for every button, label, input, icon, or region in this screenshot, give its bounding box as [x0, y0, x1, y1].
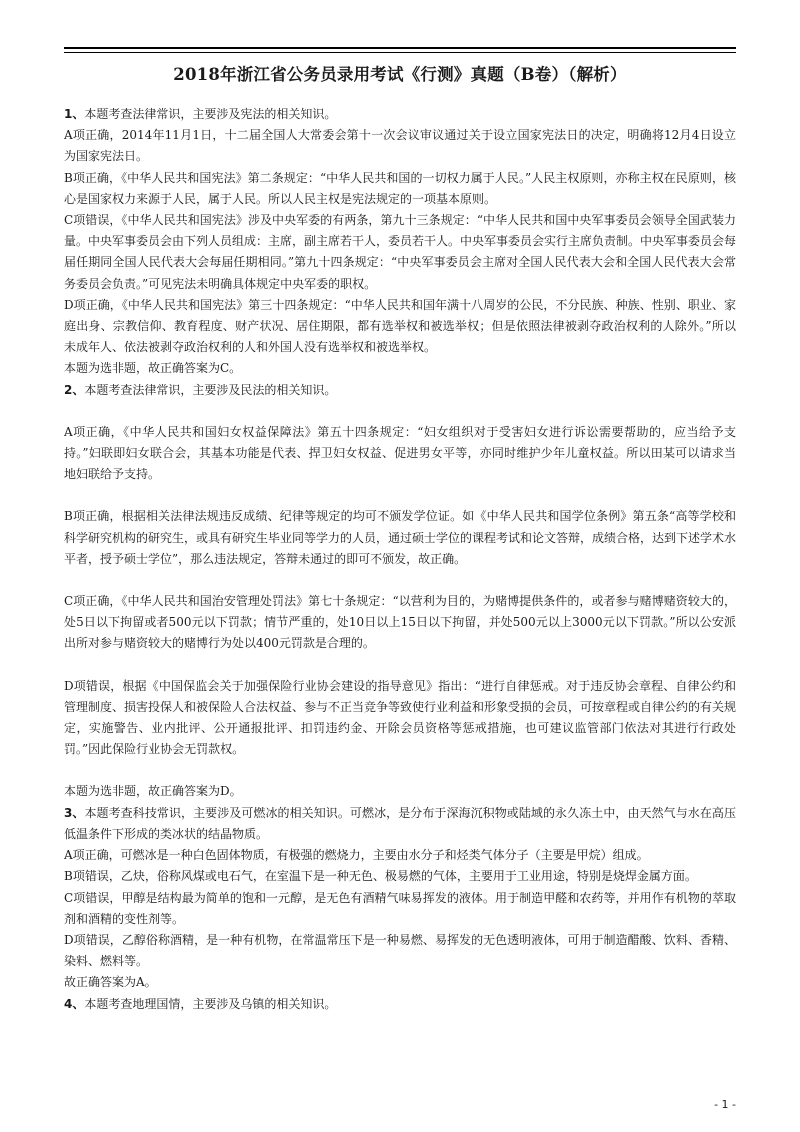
question-1-intro: 1、本题考查法律常识，主要涉及宪法的相关知识。 — [64, 107, 337, 121]
page-number: - 1 - — [714, 1098, 736, 1111]
q2-option-a: A项正确，《中华人民共和国妇女权益保障法》第五十四条规定：“妇女组织对于受害妇女进行诉讼需要帮助的，应当给予支持。”妇联即妇女联合会，其基本功能是代表、捍卫妇女权益、促进男女平等，亦同时维护少年儿童权益。所以田某可以请求当地妇联给予支持。 — [64, 424, 736, 482]
q2-option-c: C项正确，《中华人民共和国治安管理处罚法》第七十条规定：“以营利为目的，为赌博提供条件的，或者参与赌博赌资较大的，处5日以下拘留或者500元以下罚款；情节严重的，处10日以上15日以下拘留，并处500元以上3000元以下罚款。”所以公安派出所对参与赌资较大的赌博行为处以400元罚款是合理的。 — [64, 594, 736, 651]
q3-option-c: C项错误，甲醇是结构最为简单的饱和一元醇，是无色有酒精气味易挥发的液体。用于制造甲醛和农药等，并用作有机物的萃取剂和酒精的变性剂等。 — [64, 890, 736, 926]
q3-option-d: D项错误，乙醇俗称酒精，是一种有机物，在常温常压下是一种易燃、易挥发的无色透明液体，可用于制造醋酸、饮料、香精、染料、燃料等。 — [64, 932, 736, 969]
spacer — [64, 485, 736, 506]
document-title: 2018年浙江省公务员录用考试《行测》真题（B卷）（解析） — [173, 65, 627, 84]
spacer — [64, 401, 736, 422]
q3-option-a: A项正确，可燃冰是一种白色固体物质，有极强的燃烧力，主要由水分子和烃类气体分子（主要是甲烷）组成。 — [64, 848, 649, 863]
question-4-intro: 4、本题考查地理国情，主要涉及乌镇的相关知识。 — [64, 996, 337, 1011]
document-body — [64, 104, 736, 1015]
question-3-intro: 3、本题考查科技常识，主要涉及可燃冰的相关知识。可燃冰，是分布于深海沉积物或陆域的永久冻土中，由天然气与水在高压低温条件下形成的类冰状的结晶物质。 — [64, 805, 736, 841]
q3-answer: 故正确答案为A。 — [64, 975, 157, 990]
q1-option-a: A项正确，2014年11月1日，十二届全国人大常委会第十一次会议审议通过关于设立国家宪法日的决定，明确将12月4日设立为国家宪法日。 — [64, 128, 736, 164]
q3-option-b: B项错误，乙炔，俗称风煤或电石气，在室温下是一种无色、极易燃的气体，主要用于工业用途，特别是烧焊金属方面。 — [64, 869, 697, 884]
header-rule-thick — [64, 47, 736, 49]
q2-option-d: D项错误，根据《中国保监会关于加强保险行业协会建设的指导意见》指出：“进行自律惩戒。对于违反协会章程、自律公约和管理制度、损害投保人和被保险人合法权益、参与不正当竞争等致使行业利益和形象受损的会员，可按章程或自律公约的有关规定，实施警告、业内批评、公开通报批评、扣罚违约金、开除会员资格等惩戒措施，也可建议监管部门依法对其进行行政处罚。”因此保险行业协会无罚款权。 — [64, 678, 737, 757]
q1-option-b: B项正确，《中华人民共和国宪法》第二条规定：“中华人民共和国的一切权力属于人民。”人民主权原则，亦称主权在民原则，核心是国家权力来源于人民，属于人民。所以人民主权是宪法规定的一项基本原则。 — [64, 170, 736, 206]
spacer — [64, 655, 736, 676]
header-rule-thin — [64, 52, 736, 53]
question-2-intro: 2、本题考查法律常识，主要涉及民法的相关知识。 — [64, 382, 337, 397]
q1-answer: 本题为选非题，故正确答案为C。 — [64, 361, 242, 376]
q2-answer: 本题为选非题，故正确答案为D。 — [64, 784, 242, 799]
q1-option-c: C项错误，《中华人民共和国宪法》涉及中央军委的有两条，第九十三条规定：“中华人民共和国中央军事委员会领导全国武装力量。中央军事委员会由下列人员组成：主席，副主席若干人，委员若干人。中央军事委员会实行主席负责制。中央军事委员会每届任期同全国人民代表大会每届任期相同。”第九十四条规定：“中央军事委员会主席对全国人民代表大会和全国人民代表大会常务委员会负责。”可见宪法未明确具体规定中央军委的职权。 — [64, 213, 737, 291]
spacer — [64, 570, 736, 591]
q2-option-b: B项正确，根据相关法律法规违反成绩、纪律等规定的均可不颁发学位证。如《中华人民共和国学位条例》第五条“高等学校和科学研究机构的研究生，或具有研究生毕业同等学力的人员，通过硕士学位的课程考试和论文答辩，成绩合格，达到下述学术水平者，授予硕士学位”，那么违法规定，答辩未通过的即可不颁发，故正确。 — [64, 509, 737, 566]
q1-option-d: D项正确，《中华人民共和国宪法》第三十四条规定：“中华人民共和国年满十八周岁的公民，不分民族、种族、性别、职业、家庭出身、宗教信仰、教育程度、财产状况、居住期限，都有选举权和被选举权；但是依照法律被剥夺政治权利的人除外。”所以未成年人、依法被剥夺政治权利的人和外国人没有选举权和被选举权。 — [64, 297, 736, 355]
spacer — [64, 760, 736, 781]
